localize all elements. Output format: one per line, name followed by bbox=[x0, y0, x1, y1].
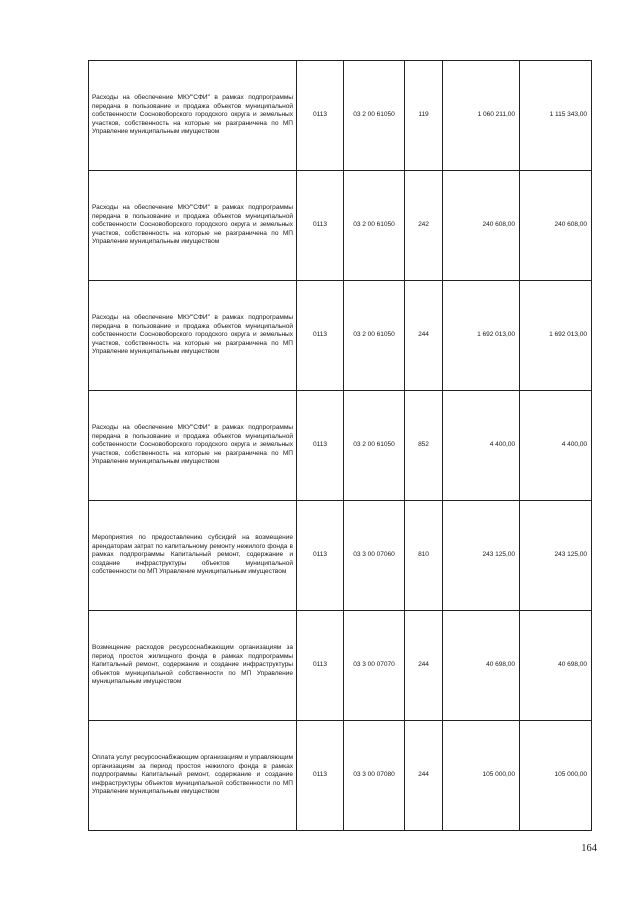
expense-description: Расходы на обеспечение МКУ"СФИ" в рамках подпрограммы передача в пользование и продажа объектов муниципальной собственности Сосновоборского городского округа и земельных участков, собственность на которые не разграничена по МП Управление муниципальным имуществом bbox=[89, 391, 297, 501]
target-article-code: 03 3 00 07060 bbox=[344, 501, 405, 611]
expense-type-code: 852 bbox=[405, 391, 443, 501]
amount-year-2: 1 692 013,00 bbox=[520, 281, 592, 391]
expense-type-code: 810 bbox=[405, 501, 443, 611]
amount-year-1: 105 000,00 bbox=[443, 721, 520, 831]
expense-description: Оплата услуг ресурсоснабжающим организациям и управляющим организациям за период простоя нежилого фонда в рамках подпрограммы Капитальный ремонт, содержание и создание инфраструктуры объектов муниципальной собственности по МП Управление муниципальным имуществом bbox=[89, 721, 297, 831]
table-row bbox=[89, 391, 592, 501]
expense-description: Мероприятия по предоставлению субсидий на возмещение арендаторам затрат по капитальному ремонту нежилого фонда в рамках подпрограммы Капитальный ремонт, содержание и создание инфраструктуры объектов муниципальной собственности по МП Управление муниципальным имуществом bbox=[89, 501, 297, 611]
expense-description: Расходы на обеспечение МКУ"СФИ" в рамках подпрограммы передача в пользование и продажа объектов муниципальной собственности Сосновоборского городского округа и земельных участков, собственность на которые не разграничена по МП Управление муниципальным имуществом bbox=[89, 171, 297, 281]
amount-year-1: 40 698,00 bbox=[443, 611, 520, 721]
target-article-code: 03 2 00 61050 bbox=[344, 171, 405, 281]
section-code: 0113 bbox=[297, 721, 344, 831]
target-article-code: 03 3 00 07080 bbox=[344, 721, 405, 831]
expense-description: Возмещение расходов ресурсоснабжающим организациям за период простоя жилищного фонда в рамках подпрограммы Капитальный ремонт, содержание и создание инфраструктуры объектов муниципальной собственности по МП Управление муниципальным имуществом bbox=[89, 611, 297, 721]
table-row bbox=[89, 501, 592, 611]
table-row bbox=[89, 171, 592, 281]
amount-year-1: 4 400,00 bbox=[443, 391, 520, 501]
budget-table bbox=[88, 60, 592, 831]
amount-year-2: 40 698,00 bbox=[520, 611, 592, 721]
expense-type-code: 119 bbox=[405, 61, 443, 171]
amount-year-2: 240 608,00 bbox=[520, 171, 592, 281]
table-row bbox=[89, 281, 592, 391]
expense-description: Расходы на обеспечение МКУ"СФИ" в рамках подпрограммы передача в пользование и продажа объектов муниципальной собственности Сосновоборского городского округа и земельных участков, собственность на которые не разграничена по МП Управление муниципальным имуществом bbox=[89, 61, 297, 171]
target-article-code: 03 2 00 61050 bbox=[344, 391, 405, 501]
section-code: 0113 bbox=[297, 501, 344, 611]
table-row bbox=[89, 61, 592, 171]
amount-year-2: 4 400,00 bbox=[520, 391, 592, 501]
amount-year-2: 1 115 343,00 bbox=[520, 61, 592, 171]
target-article-code: 03 2 00 61050 bbox=[344, 61, 405, 171]
target-article-code: 03 3 00 07070 bbox=[344, 611, 405, 721]
amount-year-1: 243 125,00 bbox=[443, 501, 520, 611]
target-article-code: 03 2 00 61050 bbox=[344, 281, 405, 391]
expense-type-code: 242 bbox=[405, 171, 443, 281]
expense-type-code: 244 bbox=[405, 611, 443, 721]
section-code: 0113 bbox=[297, 611, 344, 721]
amount-year-2: 243 125,00 bbox=[520, 501, 592, 611]
section-code: 0113 bbox=[297, 61, 344, 171]
amount-year-1: 1 060 211,00 bbox=[443, 61, 520, 171]
section-code: 0113 bbox=[297, 391, 344, 501]
expense-type-code: 244 bbox=[405, 721, 443, 831]
section-code: 0113 bbox=[297, 281, 344, 391]
section-code: 0113 bbox=[297, 171, 344, 281]
expense-description: Расходы на обеспечение МКУ"СФИ" в рамках подпрограммы передача в пользование и продажа объектов муниципальной собственности Сосновоборского городского округа и земельных участков, собственность на которые не разграничена по МП Управление муниципальным имуществом bbox=[89, 281, 297, 391]
amount-year-1: 1 692 013,00 bbox=[443, 281, 520, 391]
page-number: 164 bbox=[581, 843, 597, 854]
amount-year-1: 240 608,00 bbox=[443, 171, 520, 281]
amount-year-2: 105 000,00 bbox=[520, 721, 592, 831]
table-row bbox=[89, 611, 592, 721]
expense-type-code: 244 bbox=[405, 281, 443, 391]
table-row bbox=[89, 721, 592, 831]
budget-table-body bbox=[89, 61, 592, 831]
